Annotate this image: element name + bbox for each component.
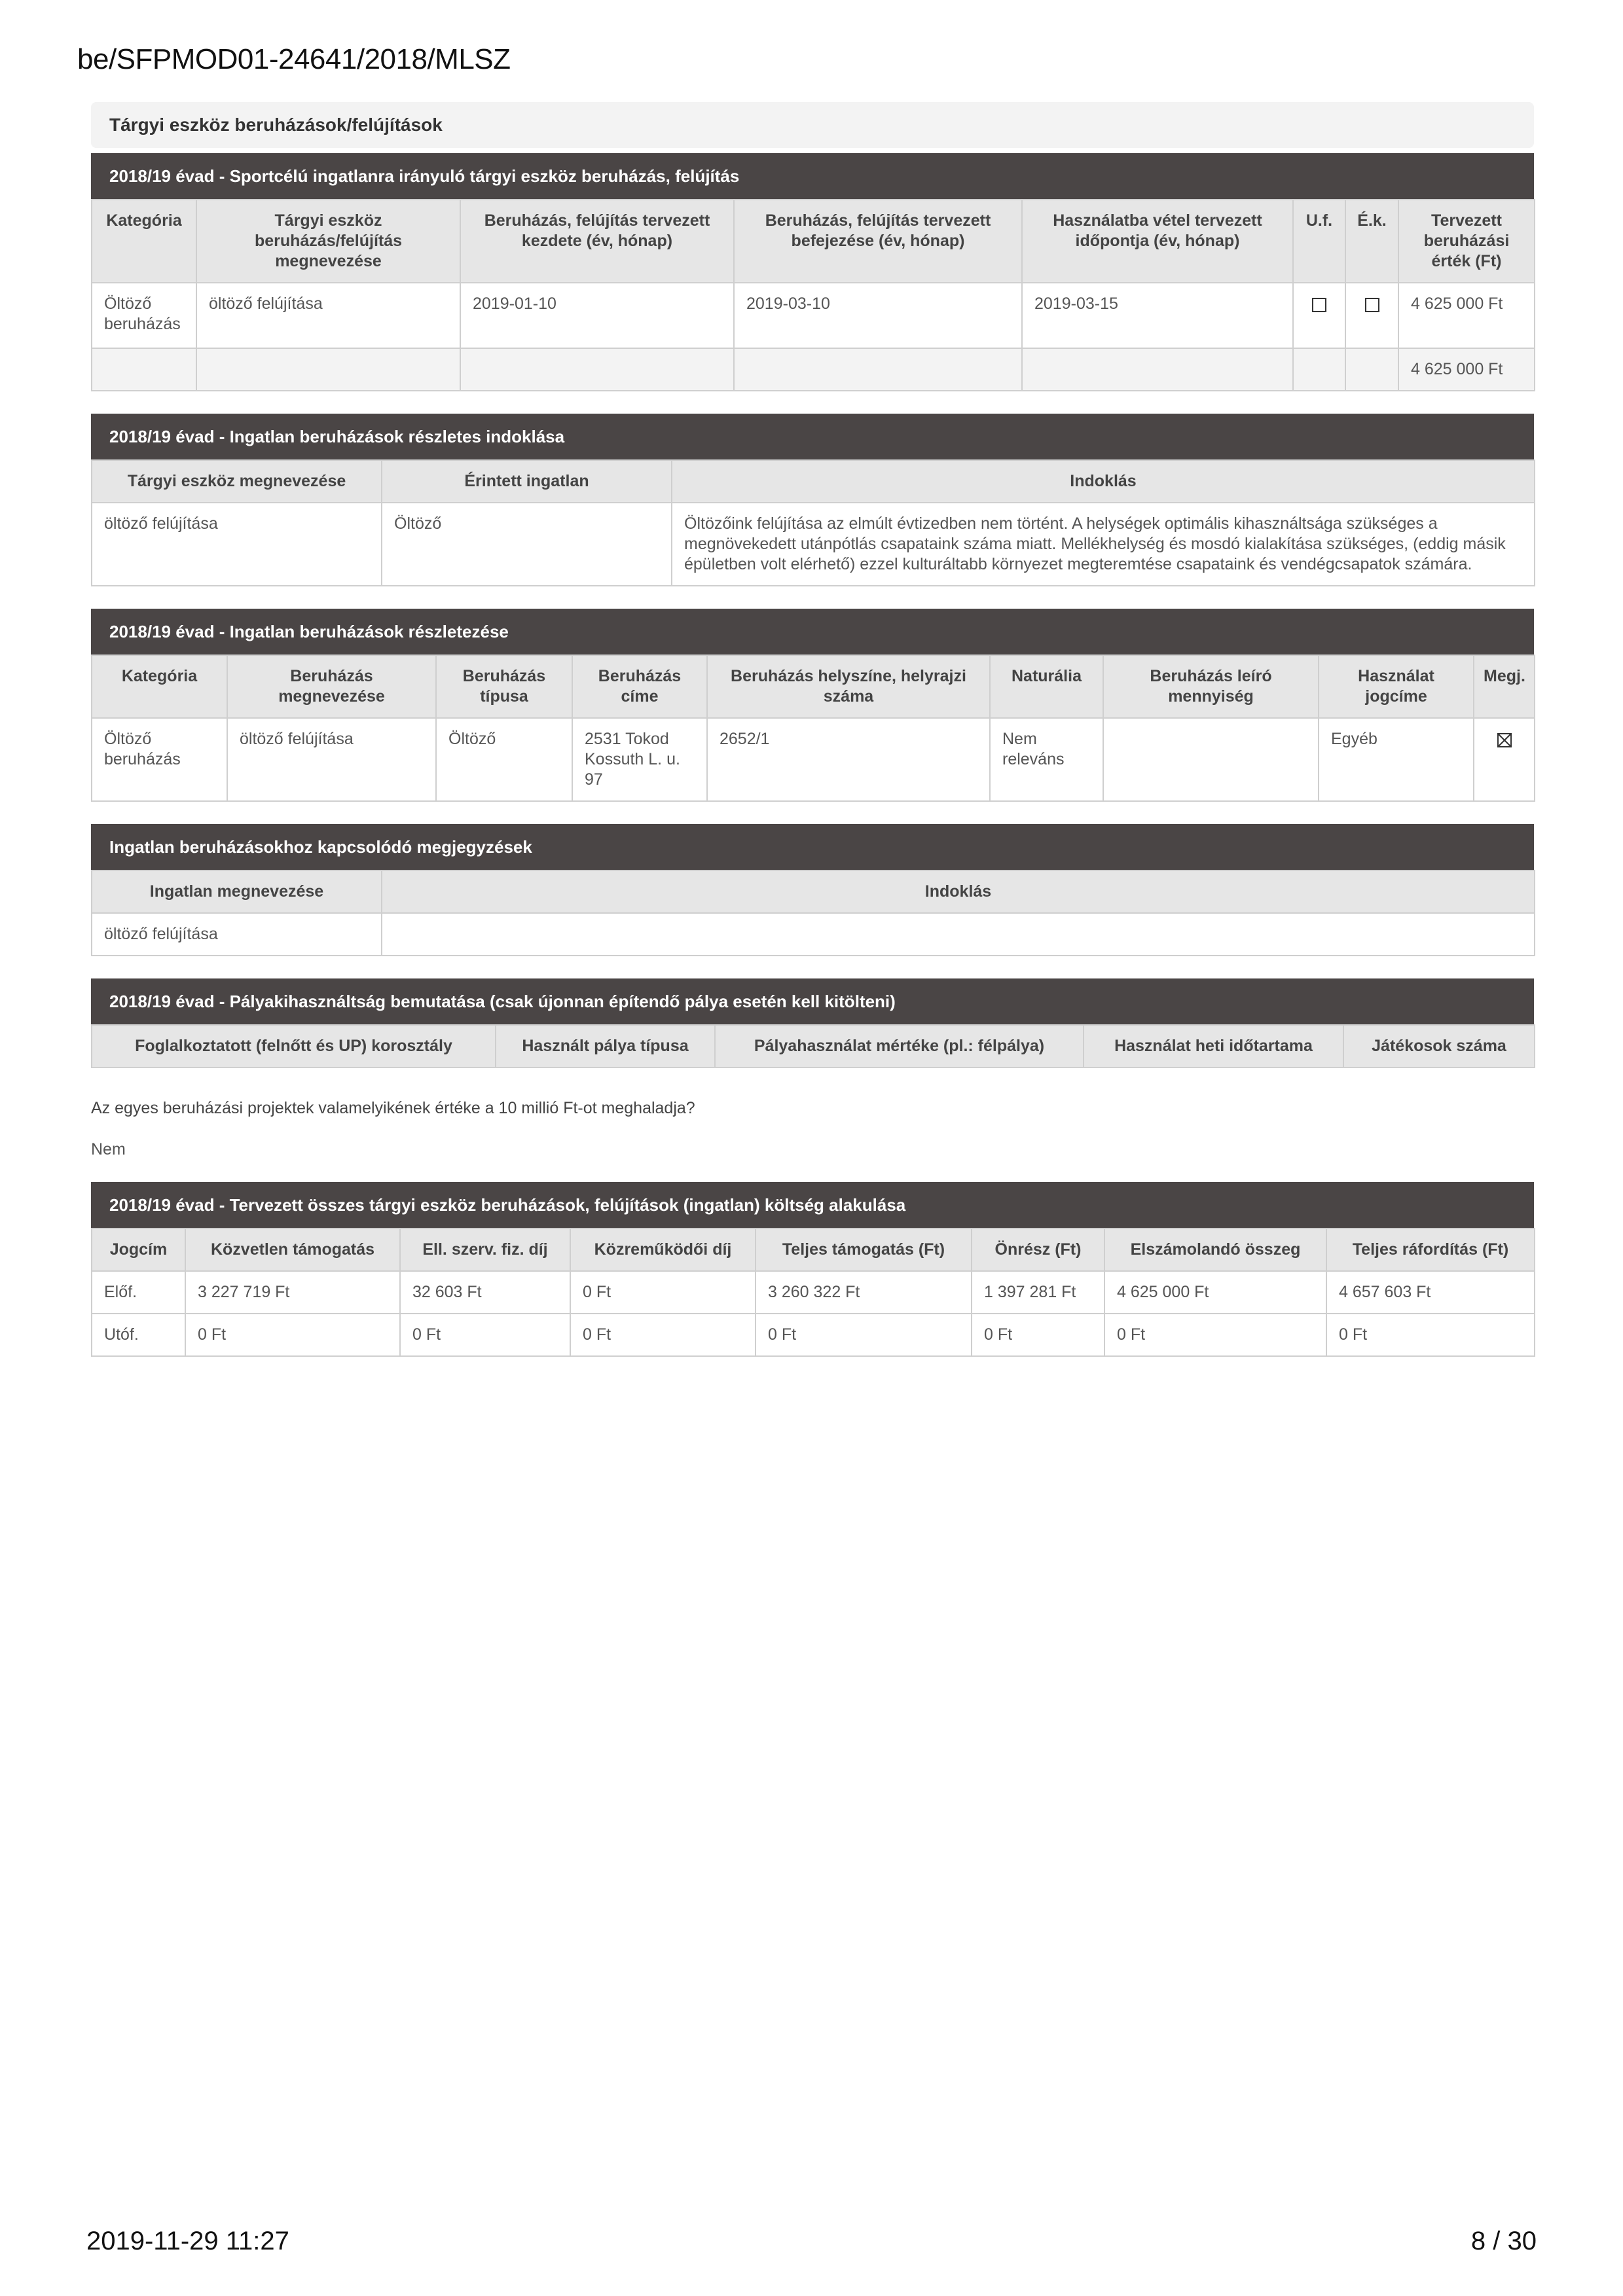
col-header: Beruházás típusa — [436, 655, 572, 718]
col-header: Kategória — [92, 200, 196, 283]
table3-title: 2018/19 évad - Ingatlan beruházások részletezése — [91, 609, 1534, 655]
col-header: Jogcím — [92, 1229, 185, 1271]
table-header-row — [92, 200, 1535, 283]
col-header: Naturália — [990, 655, 1103, 718]
col-header: Beruházás, felújítás tervezett kezdete (év, hónap) — [460, 200, 734, 283]
table-row — [92, 913, 1535, 956]
table-header-row — [92, 1025, 1535, 1067]
col-header: Ingatlan megnevezése — [92, 870, 382, 913]
col-header: Közreműködői díj — [570, 1229, 756, 1271]
col-header: Teljes támogatás (Ft) — [756, 1229, 972, 1271]
cell: 0 Ft — [972, 1314, 1104, 1356]
cell-helyszin: 2652/1 — [707, 718, 990, 801]
details-table — [91, 655, 1535, 802]
col-header: Kategória — [92, 655, 227, 718]
col-header: Tárgyi eszköz megnevezése — [92, 460, 382, 503]
col-header: Elszámolandó összeg — [1104, 1229, 1326, 1271]
cost-table — [91, 1228, 1535, 1357]
col-header: Foglalkoztatott (felnőtt és UP) korosztály — [92, 1025, 496, 1067]
col-header: Beruházás, felújítás tervezett befejezése (év, hónap) — [734, 200, 1022, 283]
x-mark-icon — [1497, 733, 1512, 747]
cell: 3 260 322 Ft — [756, 1271, 972, 1314]
col-header: Tervezett beruházási érték (Ft) — [1398, 200, 1535, 283]
cell-eszkoz: öltöző felújítása — [92, 503, 382, 586]
table-header-row — [92, 655, 1535, 718]
cell-befejezese: 2019-03-10 — [734, 283, 1022, 348]
footer-timestamp: 2019-11-29 11:27 — [86, 2227, 289, 2255]
col-header: Közvetlen támogatás — [185, 1229, 400, 1271]
table-row — [92, 718, 1535, 801]
col-header: Beruházás helyszíne, helyrajzi száma — [707, 655, 990, 718]
col-header: U.f. — [1293, 200, 1345, 283]
table5-title: 2018/19 évad - Pályakihasználtság bemutatása (csak újonnan építendő pálya esetén kell kitölteni) — [91, 978, 1534, 1024]
col-header: Ell. szerv. fiz. díj — [400, 1229, 570, 1271]
megj-checkbox-checked[interactable] — [1497, 733, 1512, 747]
cell-tipusa: Öltöző — [436, 718, 572, 801]
table-row — [92, 283, 1535, 348]
cell-ek — [1345, 283, 1398, 348]
col-header: Indoklás — [672, 460, 1535, 503]
field-usage-table — [91, 1024, 1535, 1068]
justification-table — [91, 459, 1535, 586]
cell: 0 Ft — [1104, 1314, 1326, 1356]
table1-title: 2018/19 évad - Sportcélú ingatlanra irányuló tárgyi eszköz beruházás, felújítás — [91, 153, 1534, 199]
cell-jogcim: Egyéb — [1319, 718, 1474, 801]
table-row — [92, 1314, 1535, 1356]
cell-total: 4 625 000 Ft — [1398, 348, 1535, 391]
col-header: Indoklás — [382, 870, 1535, 913]
col-header: Beruházás címe — [572, 655, 707, 718]
cell-ertek: 4 625 000 Ft — [1398, 283, 1535, 348]
table-header-row — [92, 1229, 1535, 1271]
cell: 32 603 Ft — [400, 1271, 570, 1314]
cell-cime: 2531 Tokod Kossuth L. u. 97 — [572, 718, 707, 801]
notes-table — [91, 870, 1535, 956]
table-row — [92, 503, 1535, 586]
cell-megj — [1474, 718, 1535, 801]
cell: Előf. — [92, 1271, 185, 1314]
ek-checkbox[interactable] — [1365, 298, 1379, 312]
table-header-row — [92, 460, 1535, 503]
table6-title: 2018/19 évad - Tervezett összes tárgyi eszköz beruházások, felújítások (ingatlan) költség alakulása — [91, 1182, 1534, 1228]
cell-kategoria: Öltöző beruházás — [92, 283, 196, 348]
section-title: Tárgyi eszköz beruházások/felújítások — [91, 102, 1534, 148]
cell-megnevezes: öltöző felújítása — [227, 718, 436, 801]
cell: Utóf. — [92, 1314, 185, 1356]
cell-mennyiseg — [1103, 718, 1319, 801]
cell-indoklas — [382, 913, 1535, 956]
question-text: Az egyes beruházási projektek valamelyikének értéke a 10 millió Ft-ot meghaladja? — [91, 1099, 695, 1117]
cell-naturalia: Nem releváns — [990, 718, 1103, 801]
table2-title: 2018/19 évad - Ingatlan beruházások részletes indoklása — [91, 414, 1534, 459]
cell: 0 Ft — [570, 1314, 756, 1356]
cell: 0 Ft — [1326, 1314, 1535, 1356]
col-header: Megj. — [1474, 655, 1535, 718]
uf-checkbox[interactable] — [1312, 298, 1326, 312]
table4-title: Ingatlan beruházásokhoz kapcsolódó megjegyzések — [91, 824, 1534, 870]
col-header: Beruházás leíró mennyiség — [1103, 655, 1319, 718]
cell-kezdete: 2019-01-10 — [460, 283, 734, 348]
cell: 0 Ft — [570, 1271, 756, 1314]
col-header: Pályahasználat mértéke (pl.: félpálya) — [715, 1025, 1084, 1067]
cell-indoklas: Öltözőink felújítása az elmúlt évtizedben nem történt. A helységek optimális kihasználtsága szükséges a megnövekedett utánpótlás csapataink száma miatt. Mellékhelység és mosdó kialakítása szükséges, (eddig másik épületben volt elérhető) ezzel kulturáltabb környezet megteremtése csapataink és vendégcsapatok számára. — [672, 503, 1535, 586]
cell: 3 227 719 Ft — [185, 1271, 400, 1314]
col-header: Játékosok száma — [1343, 1025, 1535, 1067]
col-header: Beruházás megnevezése — [227, 655, 436, 718]
footer-page-number: 8 / 30 — [1470, 2227, 1537, 2255]
cell-megnevezes: öltöző felújítása — [196, 283, 460, 348]
cell: 0 Ft — [756, 1314, 972, 1356]
cell: 1 397 281 Ft — [972, 1271, 1104, 1314]
cell-uf — [1293, 283, 1345, 348]
total-row — [92, 348, 1535, 391]
col-header: Tárgyi eszköz beruházás/felújítás megnevezése — [196, 200, 460, 283]
cell-ingatlan: öltöző felújítása — [92, 913, 382, 956]
cell: 0 Ft — [185, 1314, 400, 1356]
question-answer: Nem — [91, 1140, 126, 1158]
document-id: be/SFPMOD01-24641/2018/MLSZ — [77, 43, 511, 75]
main-content — [91, 102, 1534, 1357]
cell: 0 Ft — [400, 1314, 570, 1356]
col-header: Használat heti időtartama — [1084, 1025, 1343, 1067]
col-header: Használatba vétel tervezett időpontja (év, hónap) — [1022, 200, 1293, 283]
col-header: Használt pálya típusa — [496, 1025, 715, 1067]
investment-table — [91, 199, 1535, 391]
cell: 4 625 000 Ft — [1104, 1271, 1326, 1314]
col-header: Használat jogcíme — [1319, 655, 1474, 718]
col-header: Teljes ráfordítás (Ft) — [1326, 1229, 1535, 1271]
cell-hasznalatba: 2019-03-15 — [1022, 283, 1293, 348]
cell-ingatlan: Öltöző — [382, 503, 672, 586]
col-header: Önrész (Ft) — [972, 1229, 1104, 1271]
cell-kategoria: Öltöző beruházás — [92, 718, 227, 801]
table-header-row — [92, 870, 1535, 913]
cell: 4 657 603 Ft — [1326, 1271, 1535, 1314]
table-row — [92, 1271, 1535, 1314]
col-header: É.k. — [1345, 200, 1398, 283]
col-header: Érintett ingatlan — [382, 460, 672, 503]
